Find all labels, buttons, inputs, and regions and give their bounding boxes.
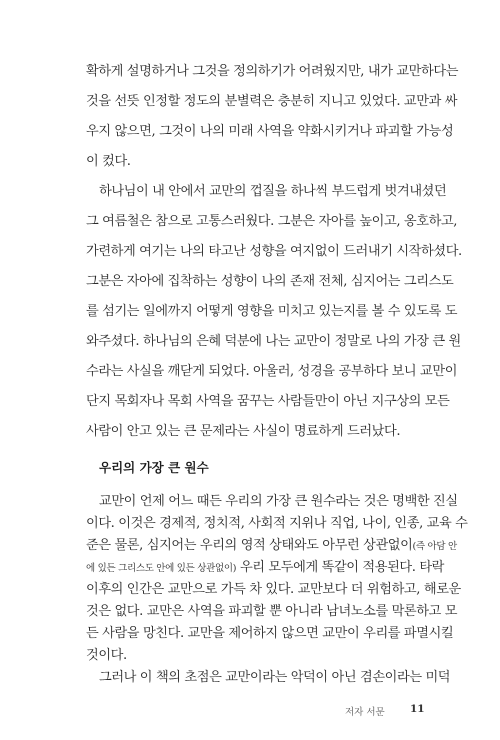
body-line: 확하게 설명하거나 그것을 정의하기가 어려웠지만, 내가 교만하다는 bbox=[86, 64, 459, 79]
page-number: 11 bbox=[410, 703, 425, 715]
running-footer-title: 저자 서문 bbox=[345, 707, 385, 718]
body-line: 하나님이 내 안에서 교만의 껍질을 하나씩 부드럽게 벗겨내셨던 bbox=[99, 184, 447, 199]
section-heading: 우리의 가장 큰 원수 bbox=[99, 460, 209, 475]
body-line: 그 여름철은 참으로 고통스러웠다. 그분은 자아를 높이고, 옹호하고, bbox=[86, 214, 458, 229]
body-line: 그분은 자아에 집착하는 성향이 나의 존재 전체, 심지어는 그리스도 bbox=[86, 274, 454, 289]
parenthetical-note: 에 있든 그리스도 안에 있든 상관없이) bbox=[86, 563, 237, 574]
body-line: 것이다. bbox=[86, 648, 127, 663]
body-line: 것은 없다. 교만은 사역을 파괴할 뿐 아니라 남녀노소를 막론하고 모 bbox=[86, 604, 458, 619]
body-line: 가련하게 여기는 나의 타고난 성향을 여지없이 드러내기 시작하셨다. bbox=[86, 244, 462, 259]
body-line: 이 컸다. bbox=[86, 154, 131, 169]
body-line: 든 사람을 망친다. 교만을 제어하지 않으면 교만이 우리를 파멸시킬 bbox=[86, 626, 454, 641]
parenthetical-note: (즉 아담 안 bbox=[412, 541, 457, 552]
body-line bbox=[86, 558, 445, 579]
body-line: 것을 선뜻 인정할 정도의 분별력은 충분히 지니고 있었다. 교만과 싸 bbox=[86, 94, 458, 109]
body-line: 그러나 이 책의 초점은 교만이라는 악덕이 아닌 겸손이라는 미덕 bbox=[99, 670, 451, 685]
body-line: 단지 목회자나 목회 사역을 꿈꾸는 사람들만이 아닌 지구상의 모든 bbox=[86, 394, 450, 409]
body-line: 교만이 언제 어느 때든 우리의 가장 큰 원수라는 것은 명백한 진실 bbox=[99, 494, 458, 509]
body-line bbox=[86, 536, 457, 557]
body-line: 와주셨다. 하나님의 은혜 덕분에 나는 교만이 정말로 나의 가장 큰 원 bbox=[86, 334, 461, 349]
body-line: 이다. 이것은 경제적, 정치적, 사회적 지위나 직업, 나이, 인종, 교육 수 bbox=[86, 516, 468, 531]
body-text: 준은 물론, 심지어는 우리의 영적 상태와도 아무런 상관없이 bbox=[86, 538, 413, 553]
body-line: 이후의 인간은 교만으로 가득 차 있다. 교만보다 더 위험하고, 해로운 bbox=[86, 582, 461, 597]
body-line: 우지 않으면, 그것이 나의 미래 사역을 약화시키거나 파괴할 가능성 bbox=[86, 124, 454, 139]
body-line: 를 섬기는 일에까지 어떻게 영향을 미치고 있는지를 볼 수 있도록 도 bbox=[86, 304, 458, 319]
body-text: 우리 모두에게 똑같이 적용된다. 타락 bbox=[236, 560, 445, 575]
body-line: 수라는 사실을 깨닫게 되었다. 아울러, 성경을 공부하다 보니 교만이 bbox=[86, 364, 458, 379]
body-line: 사람이 안고 있는 큰 문제라는 사실이 명료하게 드러났다. bbox=[86, 424, 401, 439]
